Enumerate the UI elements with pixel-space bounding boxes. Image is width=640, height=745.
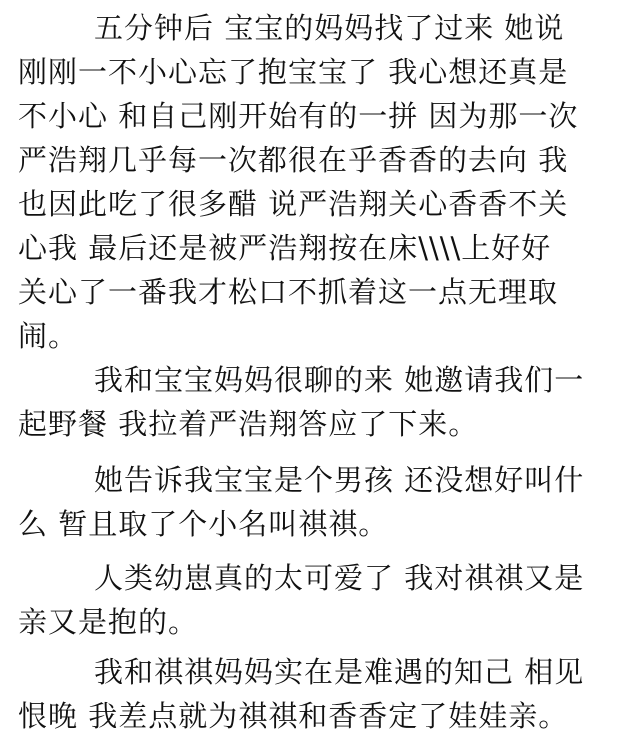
text-line: 亲又是抱的。 — [18, 605, 199, 639]
paragraph-5 — [18, 650, 624, 738]
text-line: 我和宝宝妈妈很聊的来 她邀请我们一 — [94, 363, 585, 397]
text-line: 不小心 和自己刚开始有的一拼 因为那一次 — [18, 99, 579, 133]
text-line: 心我 最后还是被严浩翔按在床\\\\上好好 — [18, 231, 552, 265]
text-line: 我和祺祺妈妈实在是难遇的知己 相见 — [94, 655, 585, 689]
paragraph-4 — [18, 556, 624, 644]
text-line: 她告诉我宝宝是个男孩 还没想好叫什 — [94, 463, 585, 497]
text-line: 恨晚 我差点就为祺祺和香香定了娃娃亲。 — [18, 699, 569, 733]
text-line: 关心了一番我才松口不抓着这一点无理取 — [18, 275, 559, 309]
text-line: 么 暂且取了个小名叫祺祺。 — [18, 507, 389, 541]
paragraph-1 — [18, 6, 624, 358]
text-line: 起野餐 我拉着严浩翔答应了下来。 — [18, 407, 479, 441]
text-line: 闹。 — [18, 319, 79, 353]
text-line: 也因此吃了很多醋 说严浩翔关心香香不关 — [18, 187, 569, 221]
paragraph-2 — [18, 358, 624, 446]
text-line: 人类幼崽真的太可爱了 我对祺祺又是 — [94, 561, 585, 595]
text-line: 五分钟后 宝宝的妈妈找了过来 她说 — [94, 11, 565, 45]
text-line: 刚刚一不小心忘了抱宝宝了 我心想还真是 — [18, 55, 569, 89]
text-line: 严浩翔几乎每一次都很在乎香香的去向 我 — [18, 143, 569, 177]
paragraph-3 — [18, 458, 624, 546]
